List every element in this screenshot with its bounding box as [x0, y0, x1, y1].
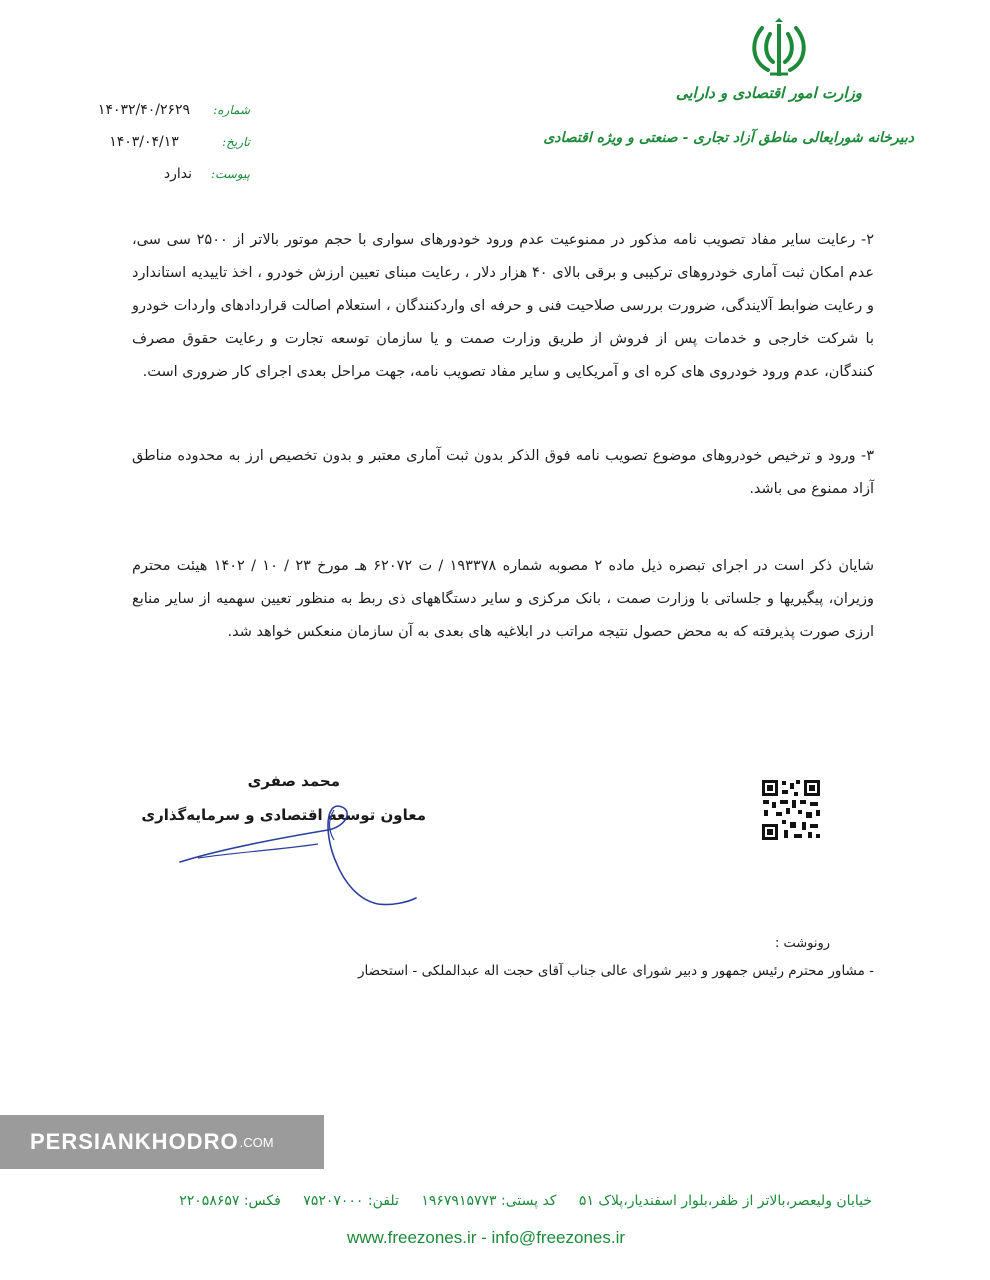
- footer-postal: کد پستی: ۱۹۶۷۹۱۵۷۷۳: [421, 1193, 557, 1209]
- footer-address: [92, 1193, 872, 1209]
- qr-code-icon: [760, 778, 822, 842]
- ministry-title: وزارت امور اقتصادی و دارایی: [675, 84, 862, 102]
- signatory-title: معاون توسعه اقتصادی و سرمایه‌گذاری: [141, 806, 426, 824]
- letter-meta: [80, 94, 250, 190]
- attachment-label: پیوست:: [210, 167, 250, 181]
- cc-label: رونوشت :: [774, 936, 830, 951]
- date-row: [80, 126, 250, 158]
- watermark-main: PERSIANKHODRO: [30, 1129, 239, 1154]
- cc-item: - مشاور محترم رئیس جمهور و دبیر شورای عالی جناب آقای حجت اله عبدالملکی - استحضار: [357, 963, 874, 979]
- footer-website[interactable]: www.freezones.ir - info@freezones.ir: [346, 1228, 626, 1247]
- watermark-suffix: .COM: [239, 1134, 274, 1150]
- number-row: [80, 94, 250, 126]
- paragraph-item-3: ۳- ورود و ترخیص خودروهای موضوع تصویب نامه فوق الذکر بدون ثبت آماری معتبر و بدون تخصیص ارز به محدوده مناطق آزاد ممنوع می باشد.: [132, 448, 874, 497]
- footer-fax: فکس: ۲۲۰۵۸۶۵۷: [179, 1193, 281, 1209]
- footer-phone: تلفن: ۷۵۲۰۷۰۰۰: [303, 1193, 399, 1209]
- date-label: تاریخ:: [222, 135, 250, 149]
- secretariat-title: دبیرخانه شورایعالی مناطق آزاد تجاری - صنعتی و ویژه اقتصادی: [543, 130, 914, 146]
- footer-street: خیابان ولیعصر،بالاتر از ظفر،بلوار اسفندیار،پلاک ۵۱: [578, 1193, 872, 1209]
- number-value: ۱۴۰۳۲/۴۰/۲۶۲۹: [97, 102, 191, 118]
- number-label: شماره:: [213, 103, 250, 117]
- iran-emblem-icon: [748, 18, 810, 82]
- paragraph-note: شایان ذکر است در اجرای تبصره ذیل ماده ۲ مصوبه شماره ۱۹۳۳۷۸ / ت ۶۲۰۷۲ هـ مورخ ۲۳ / ۱۰ / ۱۴۰۲ هیئت محترم وزیران، پیگیریها و جلساتی با وزارت صمت ، بانک مرکزی و سایر دستگاههای ذی ربط به منظور تعیین سهمیه از سایر منابع ارزی صورت پذیرفته که به محض حصول نتیجه مراتب در ابلاغیه های بعدی به آن سازمان منعکس خواهد شد.: [132, 558, 875, 640]
- site-watermark: [0, 1115, 324, 1169]
- signatory-name: محمد صفری: [247, 772, 340, 790]
- handwritten-signature: [178, 800, 418, 912]
- attachment-value: ندارد: [163, 166, 192, 182]
- paragraph-item-2: ۲- رعایت سایر مفاد تصویب نامه مذکور در ممنوعیت عدم ورود خودورهای سواری با حجم موتور بالاتر از ۲۵۰۰ سی سی، عدم امکان ثبت آماری خودروهای ترکیبی و برقی بالای ۴۰ هزار دلار ، رعایت مبنای تعیین ارزش خودرو ، اخذ تاییدیه استاندارد و رعایت ضوابط آلایندگی، ضرورت بررسی صلاحیت فنی و حرفه ای واردکنندگان ، استعلام اصالت قراردادهای واردات خودرو با شرکت خارجی و خدمات پس از فروش از طریق وزارت صمت و یا سازمان توسعه تجارت و رعایت حقوق مصرف کنندگان، عدم ورود خودروی های کره ای و آمریکایی و سایر مفاد تصویب نامه، جهت مراحل بعدی اجرای کار ضروری است.: [132, 232, 875, 380]
- attachment-row: [80, 158, 250, 190]
- date-value: ۱۴۰۳/۰۴/۱۳: [109, 134, 179, 150]
